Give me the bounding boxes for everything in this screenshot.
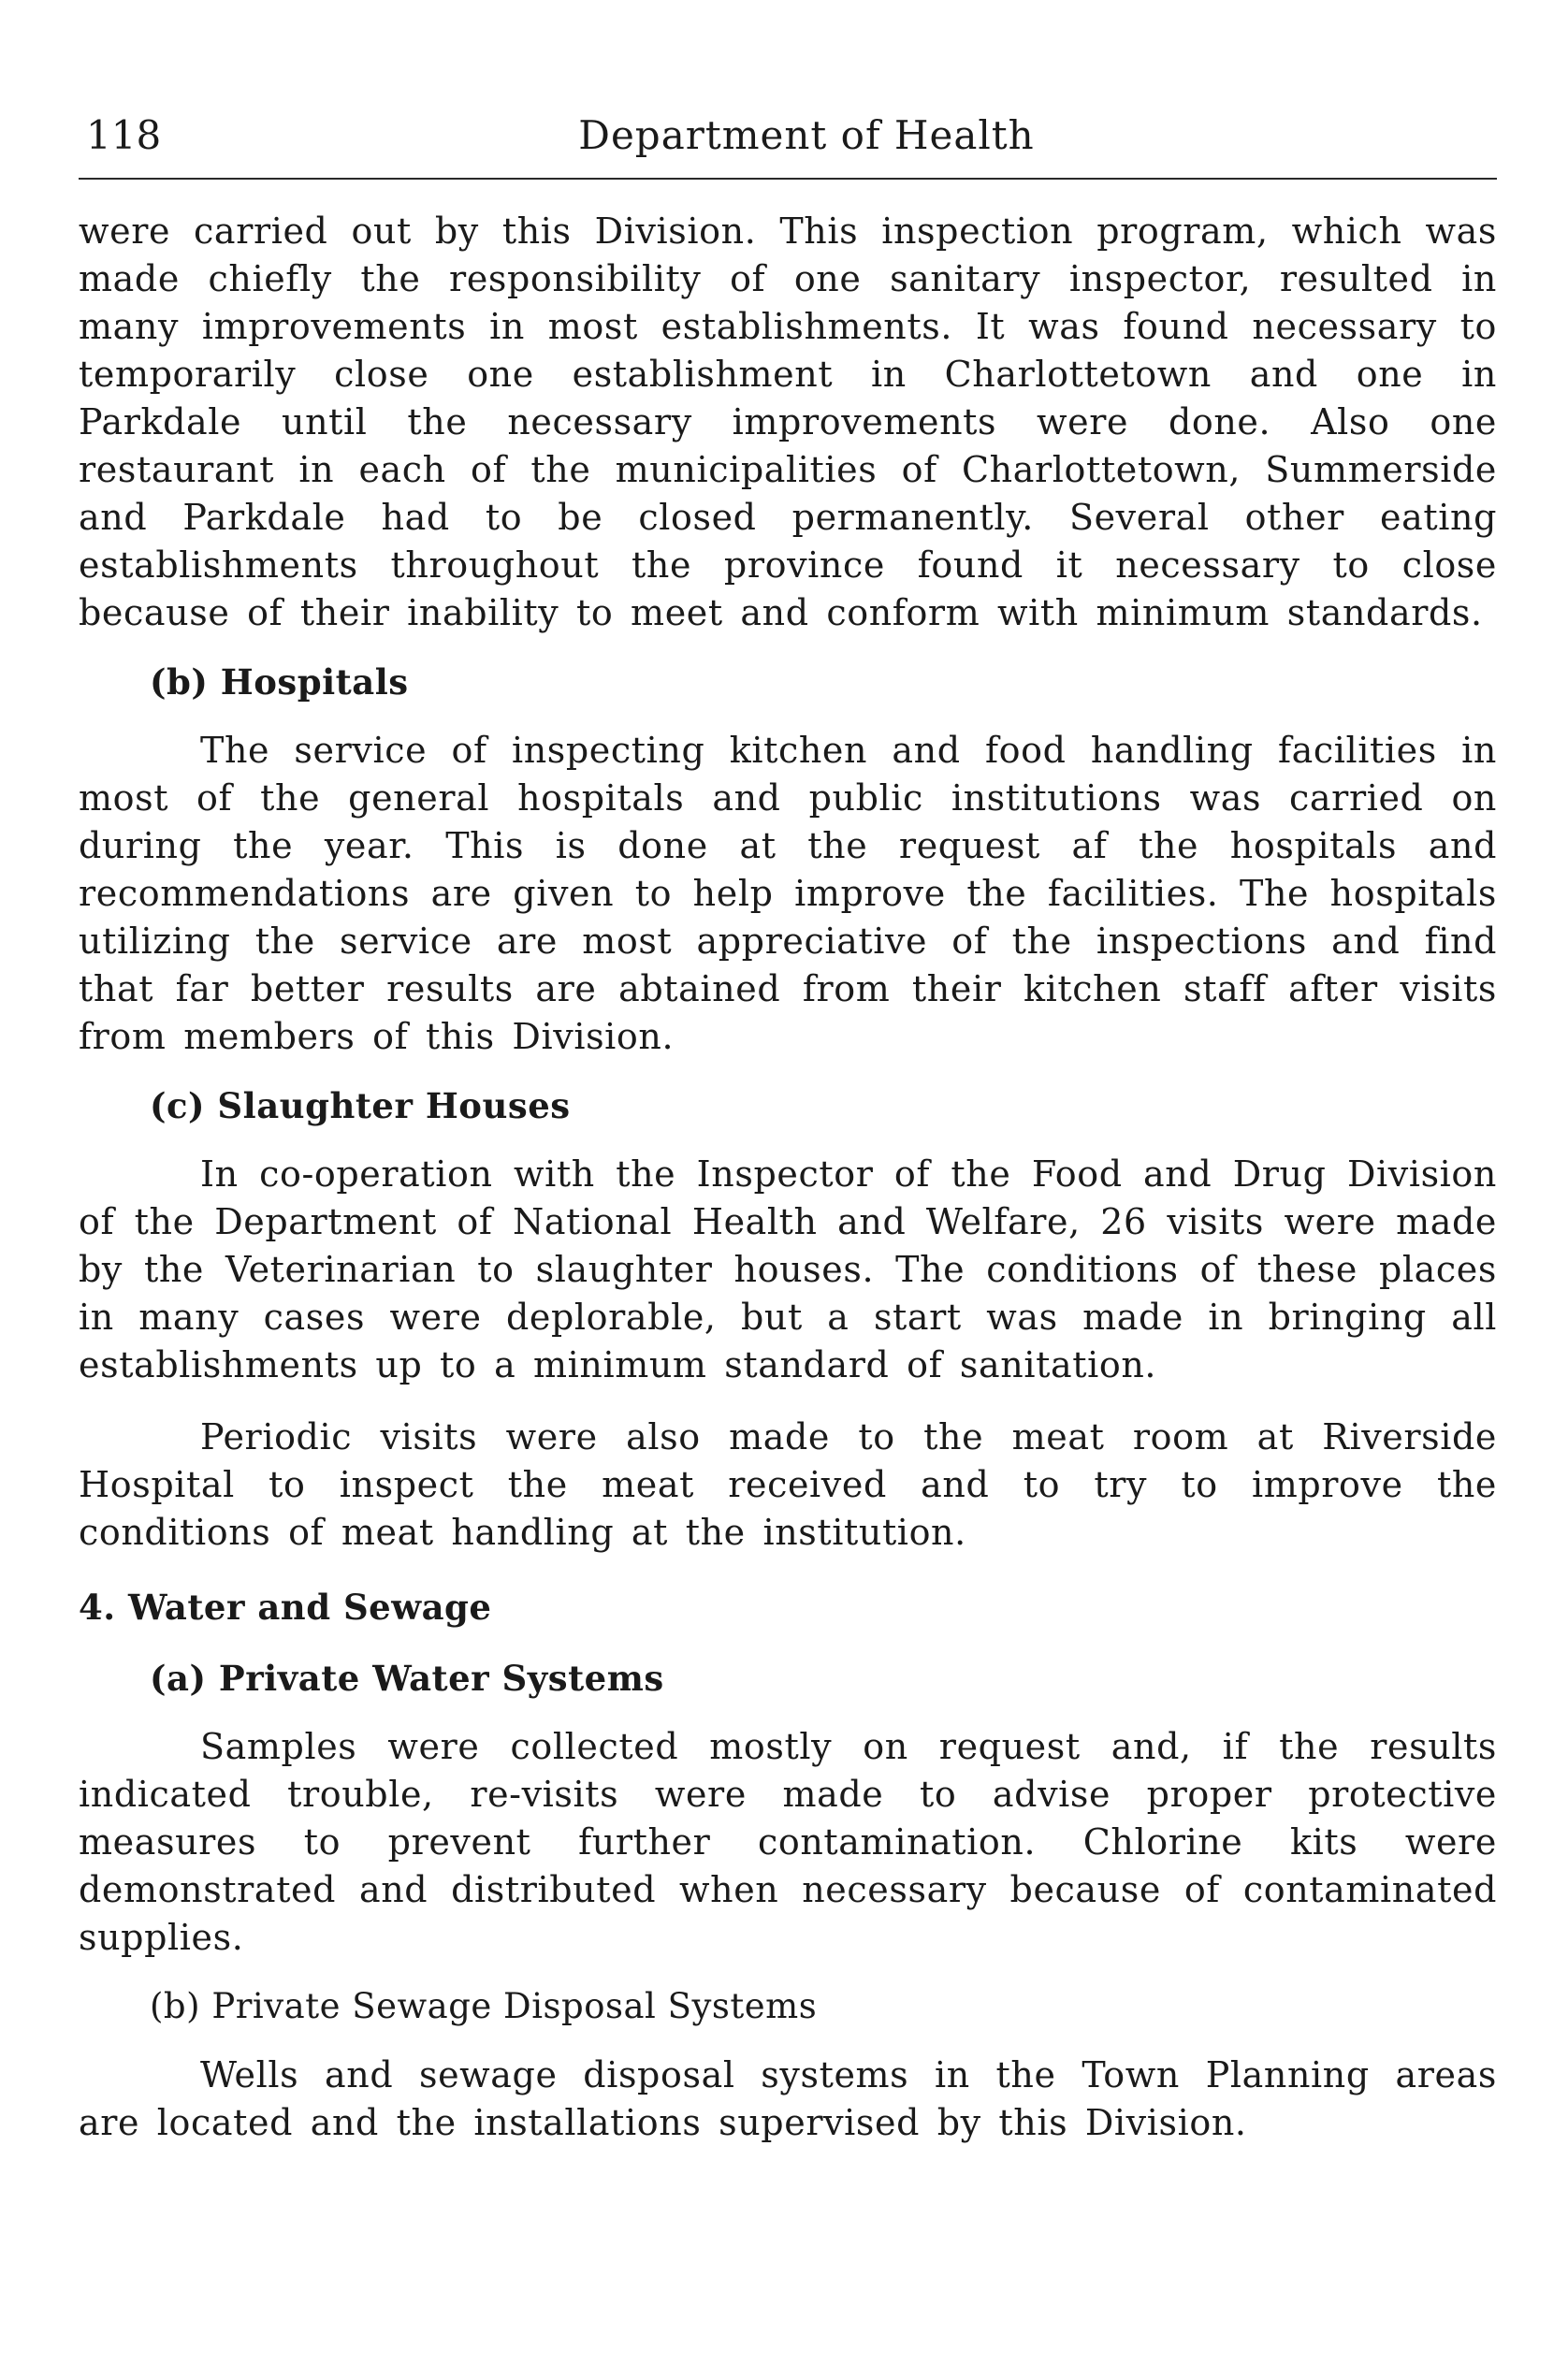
- running-header: [79, 103, 1497, 180]
- paragraph-intro: were carried out by this Division. This inspection program, which was made chiefly the responsibility of one sanitary inspector, resulted in many improvements in most establishments. It was found necessary to temporarily close one establishment in Charlottetown and one in Parkdale until the necessary improvements were done. Also one restaurant in each of the municipalities of Charlottetown, Summerside and Parkdale had to be closed permanently. Several other eating establishments throughout the province found it necessary to close because of their inability to meet and conform with minimum standards.: [79, 210, 1497, 633]
- page-number: 118: [86, 112, 162, 158]
- heading-water-and-sewage: 4. Water and Sewage: [79, 1587, 492, 1628]
- paragraph-slaughter-houses-2: Periodic visits were also made to the meat room at Riverside Hospital to inspect the meat received and to try to improve the conditions of meat handling at the institution.: [79, 1416, 1497, 1553]
- running-title: Department of Health: [578, 112, 1035, 158]
- paragraph-slaughter-houses-1: In co-operation with the Inspector of the Food and Drug Division of the Department of National Health and Welfare, 26 visits were made by the Veterinarian to slaughter houses. The conditions of these places in many cases were deplorable, but a start was made in bringing all establishments up to a minimum standard of sanitation.: [79, 1153, 1497, 1385]
- paragraph-private-water-systems: Samples were collected mostly on request and, if the results indicated trouble, re-visits were made to advise proper protective measures to prevent further contamination. Chlorine kits were demonstrated and distributed when necessary because of contaminated supplies.: [79, 1726, 1497, 1958]
- heading-private-water-systems: (a) Private Water Systems: [150, 1658, 664, 1699]
- paragraph-hospitals: The service of inspecting kitchen and food handling facilities in most of the general hospitals and public institutions was carried on during the year. This is done at the request af the hospitals and recommendations are given to help improve the facilities. The hospitals utilizing the service are most appreciative of the inspections and find that far better results are abtained from their kitchen staff after visits from members of this Division.: [79, 730, 1497, 1057]
- paragraph-private-sewage-disposal: Wells and sewage disposal systems in the Town Planning areas are located and the installations supervised by this Division.: [79, 2054, 1497, 2143]
- page-body: [79, 208, 1497, 2147]
- heading-slaughter-houses: (c) Slaughter Houses: [150, 1085, 571, 1126]
- heading-hospitals: (b) Hospitals: [150, 661, 409, 703]
- heading-private-sewage-disposal: (b) Private Sewage Disposal Systems: [150, 1986, 818, 2026]
- document-page: [79, 103, 1497, 2147]
